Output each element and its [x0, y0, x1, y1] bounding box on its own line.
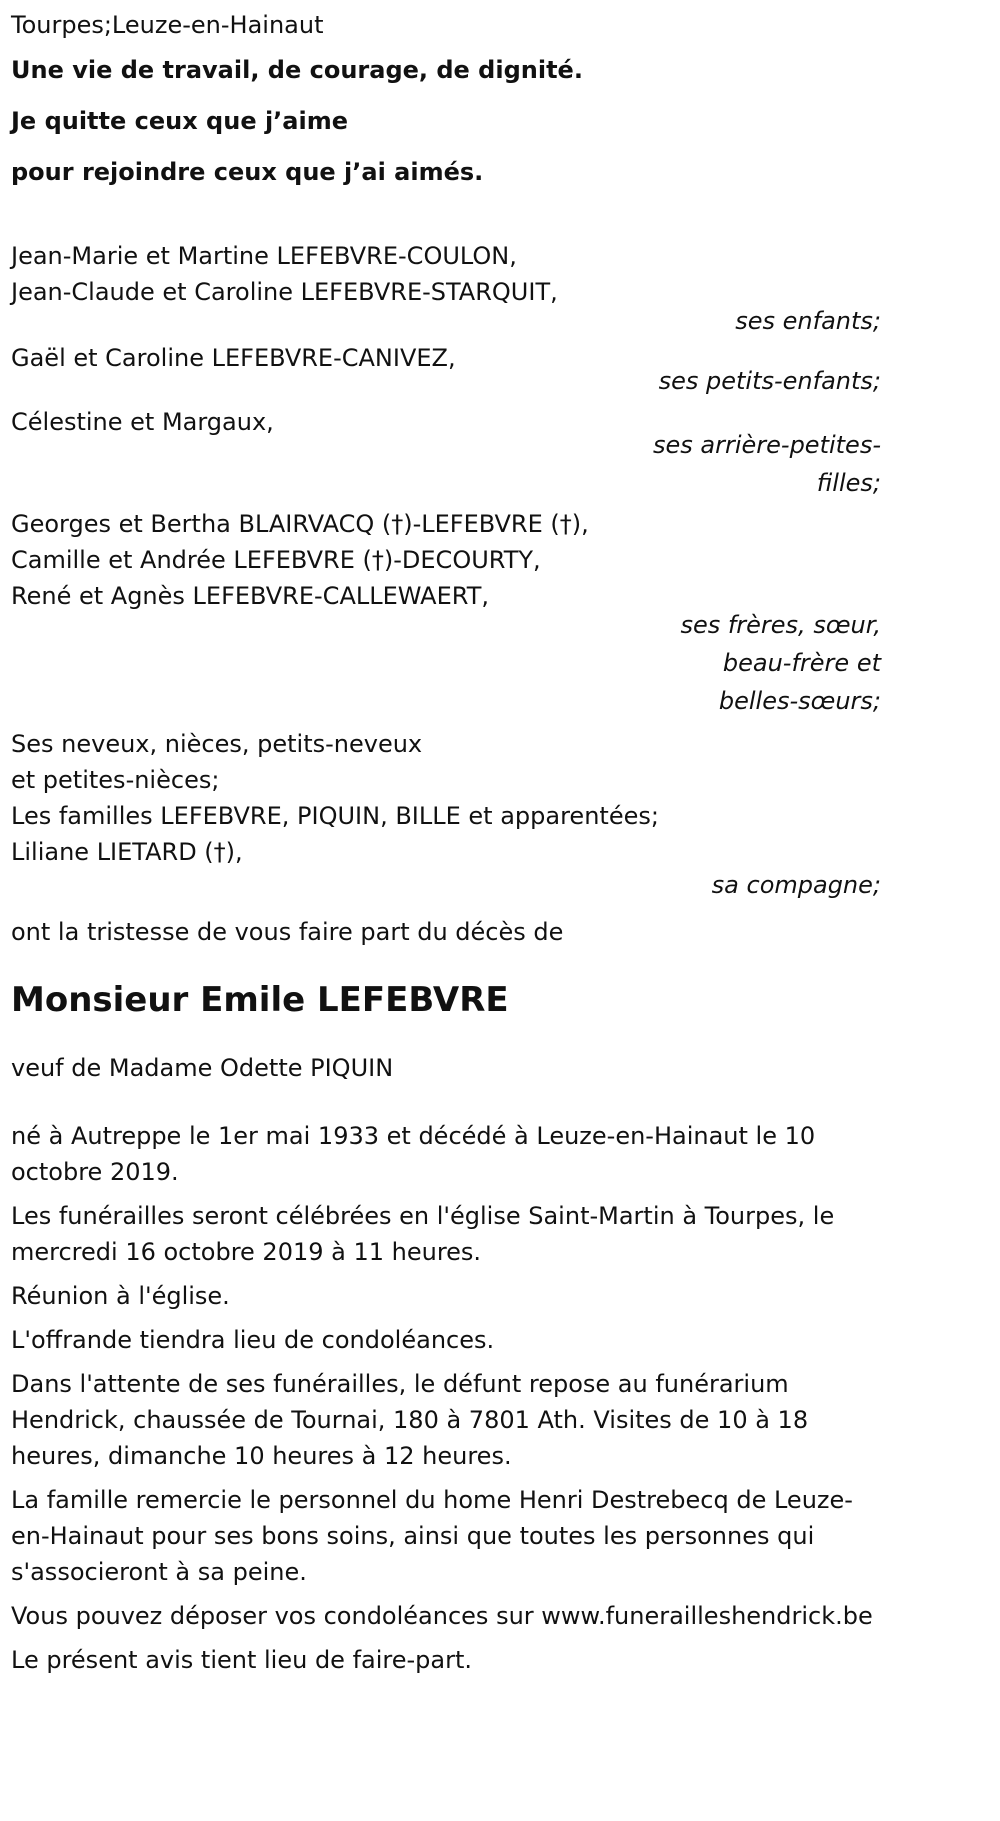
detail-paragraph: L'offrande tiendra lieu de condoléances.	[11, 1326, 495, 1354]
details	[11, 1118, 881, 1678]
motto-line: Une vie de travail, de courage, de dignité.	[11, 56, 583, 84]
relation-label: ses petits-enfants;	[658, 367, 881, 395]
motto-line: Je quitte ceux que j’aime	[11, 107, 349, 135]
obituary-notice	[0, 5, 881, 1678]
detail-paragraph: Vous pouvez déposer vos condoléances sur www.funerailleshendrick.be	[11, 1602, 873, 1630]
relation-label	[581, 426, 881, 502]
relation-label-line: belles-sœurs;	[718, 687, 881, 715]
family-line: Les familles LEFEBVRE, PIQUIN, BILLE et apparentées;	[11, 802, 659, 830]
relation-label-line: beau-frère et	[722, 649, 881, 677]
detail-paragraph: Réunion à l'église.	[11, 1282, 230, 1310]
family-line: Jean-Marie et Martine LEFEBVRE-COULON,	[11, 242, 517, 270]
relation-label-line: ses frères, sœur,	[680, 611, 881, 639]
motto	[11, 45, 881, 198]
detail-paragraph: né à Autreppe le 1er mai 1933 et décédé à Leuze-en-Hainaut le 10 octobre 2019.	[11, 1122, 816, 1186]
relation-label-line: ses arrière-petites-	[653, 431, 881, 459]
family-line: Jean-Claude et Caroline LEFEBVRE-STARQUIT,	[11, 278, 558, 306]
detail-paragraph: Dans l'attente de ses funérailles, le défunt repose au funérarium Hendrick, chaussée de Tournai, 180 à 7801 Ath. Visites de 10 à 18 heures, dimanche 10 heures à 12 heures.	[11, 1370, 809, 1470]
family-line: Célestine et Margaux,	[11, 408, 274, 436]
relation-label-line: filles;	[816, 469, 881, 497]
detail-paragraph: La famille remercie le personnel du home Henri Destrebecq de Leuze-en-Hainaut pour ses bons soins, ainsi que toutes les personnes qui s'associeront à sa peine.	[11, 1486, 853, 1586]
motto-line: pour rejoindre ceux que j’ai aimés.	[11, 158, 484, 186]
family-line: Ses neveux, nièces, petits-neveux	[11, 730, 423, 758]
announcement: ont la tristesse de vous faire part du décès de	[11, 918, 564, 946]
siblings-block	[11, 504, 881, 720]
grandchildren-block	[11, 338, 881, 400]
family-line: Camille et Andrée LEFEBVRE (†)-DECOURTY,	[11, 546, 541, 574]
widower-line: veuf de Madame Odette PIQUIN	[11, 1054, 394, 1082]
family-line: Liliane LIETARD (†),	[11, 838, 243, 866]
relation-label: sa compagne;	[711, 871, 881, 899]
family-line: René et Agnès LEFEBVRE-CALLEWAERT,	[11, 582, 489, 610]
children-block	[11, 236, 881, 340]
others-block	[11, 724, 881, 904]
family-line: Georges et Bertha BLAIRVACQ (†)-LEFEBVRE (†),	[11, 510, 589, 538]
detail-paragraph: Les funérailles seront célébrées en l'église Saint-Martin à Tourpes, le mercredi 16 octobre 2019 à 11 heures.	[11, 1202, 835, 1266]
family-line: Gaël et Caroline LEFEBVRE-CANIVEZ,	[11, 344, 456, 372]
family-line: et petites-nièces;	[11, 766, 220, 794]
relation-label: ses enfants;	[735, 307, 881, 335]
relation-label	[581, 606, 881, 720]
deceased-name: Monsieur Emile LEFEBVRE	[11, 980, 509, 1020]
place-line: Tourpes;Leuze-en-Hainaut	[11, 11, 324, 39]
great-grandchildren-block	[11, 402, 881, 502]
detail-paragraph: Le présent avis tient lieu de faire-part.	[11, 1646, 473, 1674]
